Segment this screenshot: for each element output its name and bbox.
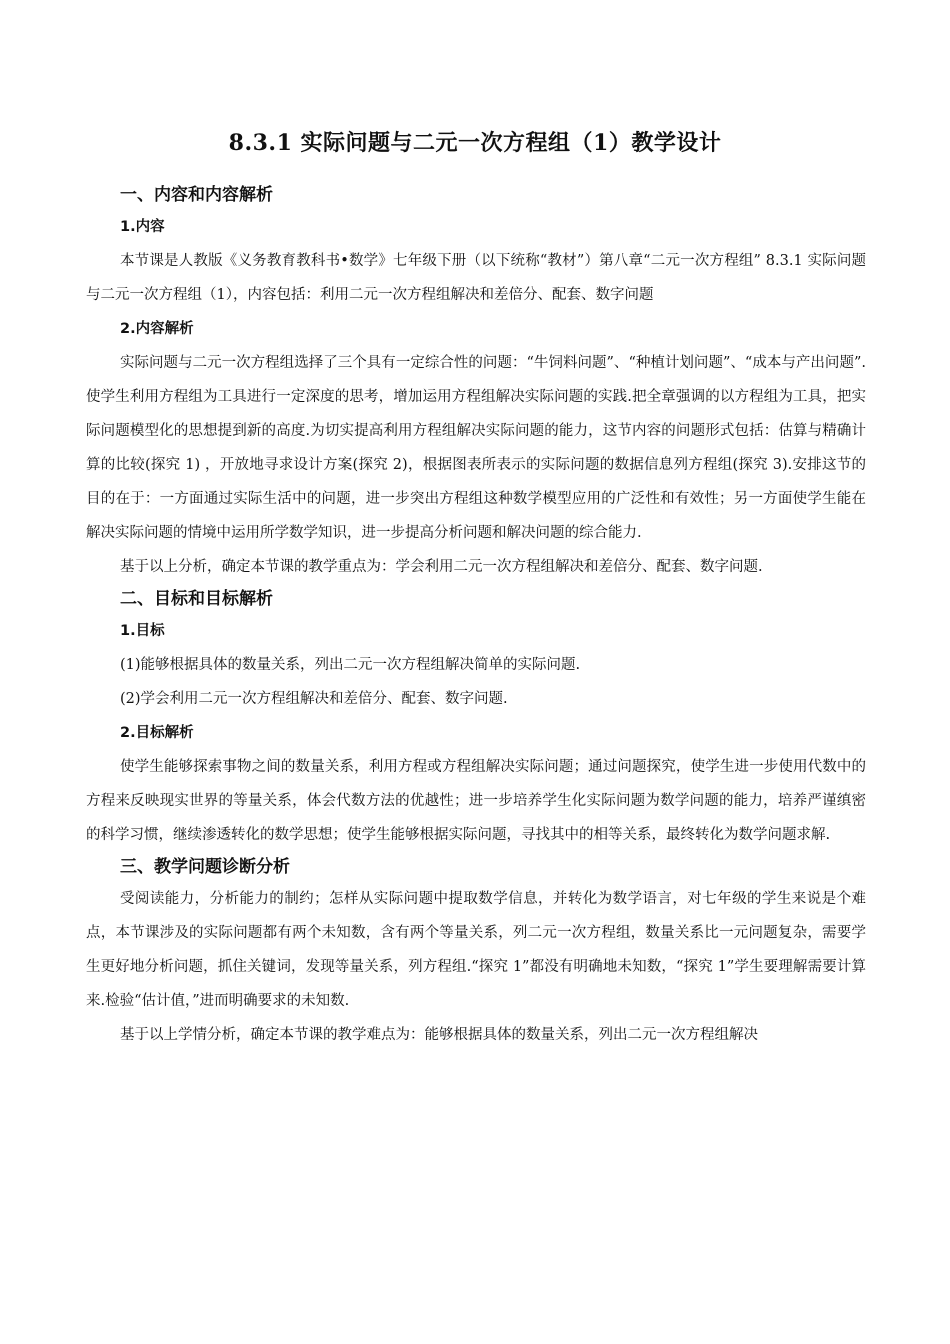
document-title: 8.3.1 实际问题与二元一次方程组（1）教学设计 [228, 130, 722, 156]
section-1-heading: 一、内容和内容解析 [120, 185, 273, 205]
section-2-sub2-heading: 2.目标解析 [120, 725, 194, 741]
section-2-analysis-paragraph: 使学生能够探索事物之间的数量关系，利用方程或方程组解决实际问题；通过问题探究，使学生进一步使用代数中的方程来反映现实世界的等量关系，体会代数方法的优越性；进一步培养学生化实际问题为数学问题的能力，培养严谨缜密的科学习惯，继续渗透转化的数学思想；使学生能够根据实际问题，寻找其中的相等关系，最终转化为数学问题求解. [86, 759, 866, 843]
section-1-sub2-heading: 2.内容解析 [120, 321, 194, 337]
section-3-paragraph-2: 基于以上学情分析，确定本节课的教学难点为：能够根据具体的数量关系，列出二元一次方程组解决 [120, 1027, 758, 1043]
section-2-sub1-heading: 1.目标 [120, 623, 165, 639]
section-1-sub1-heading: 1.内容 [120, 219, 165, 235]
section-2-goal-2: (2)学会利用二元一次方程组解决和差倍分、配套、数字问题. [120, 691, 508, 707]
section-3-paragraph-1: 受阅读能力，分析能力的制约；怎样从实际问题中提取数学信息，并转化为数学语言，对七年级的学生来说是个难点，本节课涉及的实际问题都有两个未知数，含有两个等量关系，列二元一次方程组，数量关系比一元问题复杂，需要学生更好地分析问题，抓住关键词，发现等量关系，列方程组.“探究 1”都没有明确地未知数，“探究 1”学生要理解需要计算来.检验“估计值，”进而明确要求的未知数. [86, 891, 866, 1009]
section-1-key-point-paragraph: 基于以上分析，确定本节课的教学重点为：学会利用二元一次方程组解决和差倍分、配套、数字问题. [120, 559, 763, 575]
section-1-analysis-paragraph: 实际问题与二元一次方程组选择了三个具有一定综合性的问题：“牛饲料问题”、“种植计划问题”、“成本与产出问题”.使学生利用方程组为工具进行一定深度的思考，增加运用方程组解决实际问题的实践.把全章强调的以方程组为工具，把实际问题模型化的思想提到新的高度.为切实提高利用方程组解决实际问题的能力，这节内容的问题形式包括：估算与精确计算的比较(探究 1) ，开放地寻求设计方案(探究 2)，根据图表所表示的实际问题的数据信息列方程组(探究 3).安排这节的目的在于：一方面通过实际生活中的问题，进一步突出方程组这种数学模型应用的广泛性和有效性；另一方面使学生能在解决实际问题的情境中运用所学数学知识，进一步提高分析问题和解决问题的综合能力. [86, 355, 866, 541]
section-3-heading: 三、教学问题诊断分析 [120, 857, 290, 877]
section-2-goal-1: (1)能够根据具体的数量关系，列出二元一次方程组解决简单的实际问题. [120, 657, 581, 673]
document-body [86, 180, 866, 1052]
section-2-heading: 二、目标和目标解析 [120, 589, 273, 609]
section-1-content-paragraph: 本节课是人教版《义务教育教科书•数学》七年级下册（以下统称“教材”）第八章“二元一次方程组” 8.3.1 实际问题与二元一次方程组（1），内容包括：利用二元一次方程组解决和差倍分、配套、数字问题 [86, 253, 867, 303]
